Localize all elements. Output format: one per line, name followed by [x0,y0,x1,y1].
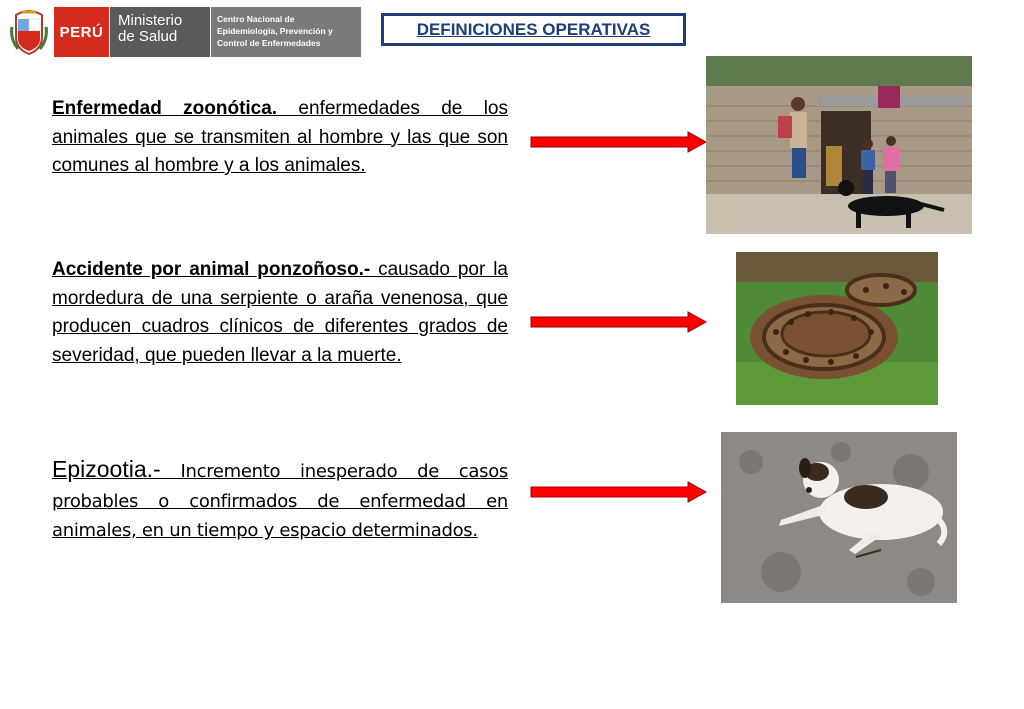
ministerio-line2: de Salud [118,28,178,45]
definition-term: Accidente por animal ponzoñoso.- [52,259,371,280]
definition-term: Epizootia.- [52,456,161,482]
definition-epizootic [52,455,508,546]
peru-label: PERÚ [59,23,104,41]
peru-logo [54,7,109,57]
photo-family-with-dog [706,56,972,234]
definition-text: causado por la mordedura de una serpiente o araña venenosa, que producen cuadros clínicos de diferentes grados de severidad, que pueden llevar a la muerte. [52,259,508,366]
definition-text: Incremento inesperado de casos probables o confirmados de enfermedad en animales, en un tiempo y espacio determinados. [52,461,508,541]
definition-term: Enfermedad zoonótica. [52,98,278,119]
definition-zoonotic [52,95,508,181]
definition-text: enfermedades de los animales que se transmiten al hombre y las que son comunes al hombre y a los animales. [52,98,508,176]
title-box [381,13,686,46]
cdc-line1: Centro Nacional de [217,14,295,24]
peru-coat-of-arms-icon [8,7,50,57]
photo-dog [721,432,957,603]
page-title: DEFINICIONES OPERATIVAS [384,16,683,43]
cdc-line3: Control de Enfermedades [217,38,321,48]
arrow-right-icon [530,481,708,503]
photo-snake [736,252,938,405]
arrow-right-icon [530,311,708,333]
ministerio-logo [110,7,210,57]
definition-venomous-accident [52,256,508,370]
cdc-logo [211,7,361,57]
header-logos [8,7,361,57]
cdc-line2: Epidemiología, Prevención y [217,26,333,36]
ministerio-line1: Ministerio [118,12,183,29]
arrow-right-icon [530,131,708,153]
